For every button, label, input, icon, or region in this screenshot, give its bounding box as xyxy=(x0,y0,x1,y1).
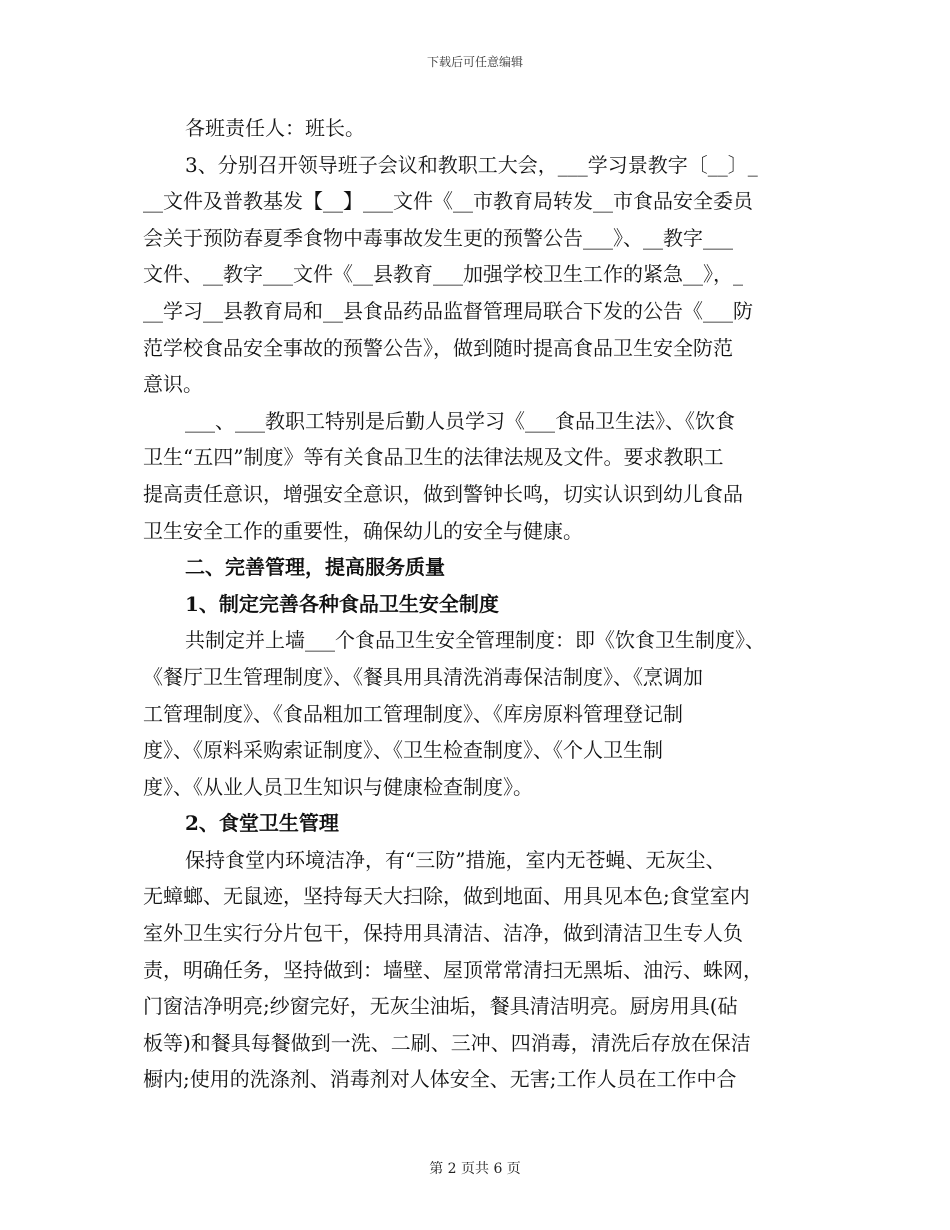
text-line: 提高责任意识，增强安全意识，做到警钟长鸣，切实认识到幼儿食品 xyxy=(143,481,743,506)
text-line: 卫生“五四”制度》等有关食品卫生的法律法规及文件。要求教职工 xyxy=(143,445,724,470)
section-heading: 2、食堂卫生管理 xyxy=(185,811,339,836)
text-line: 度》、《原料采购索证制度》、《卫生检查制度》、《个人卫生制 xyxy=(143,738,663,763)
text-line: 室外卫生实行分片包干，保持用具清洁、洁净，做到清洁卫生专人负 xyxy=(143,921,743,946)
text-line: 工管理制度》、《食品粗加工管理制度》、《库房原料管理登记制 xyxy=(143,701,683,726)
text-line: 文件、__教字___文件《__县教育___加强学校卫生工作的紧急__》，_ xyxy=(143,262,743,287)
text-line: ___、___教职工特别是后勤人员学习《___食品卫生法》、《饮食 xyxy=(185,408,735,433)
text-line: 共制定并上墙___个食品卫生安全管理制度：即《饮食卫生制度》、 xyxy=(185,628,765,653)
text-line: 3、分别召开领导班子会议和教职工大会，___学习景教字〔__〕_ xyxy=(185,152,758,177)
text-line: 《餐厅卫生管理制度》、《餐具用具清洗消毒保洁制度》、《烹调加 xyxy=(143,664,703,689)
text-line: 意识。 xyxy=(143,372,203,397)
text-line: 各班责任人：班长。 xyxy=(185,116,365,140)
text-line: 无蟑螂、无鼠迹，坚持每天大扫除，做到地面、用具见本色;食堂室内 xyxy=(143,884,750,909)
text-line: __学习__县教育局和__县食品药品监督管理局联合下发的公告《___防 xyxy=(143,298,753,323)
page-header: 下载后可任意编辑 xyxy=(426,55,523,69)
text-line: 门窗洁净明亮;纱窗完好，无灰尘油垢，餐具清洁明亮。厨房用具(砧 xyxy=(143,994,738,1019)
text-line: 卫生安全工作的重要性，确保幼儿的安全与健康。 xyxy=(143,518,583,543)
document-body xyxy=(143,110,828,1098)
page-footer: 第 2 页共 6 页 xyxy=(429,1161,521,1177)
text-line: 橱内;使用的洗涤剂、消毒剂对人体安全、无害;工作人员在工作中合 xyxy=(143,1067,737,1092)
text-line: 板等)和餐具每餐做到一洗、二刷、三冲、四消毒，清洗后存放在保洁 xyxy=(143,1030,751,1055)
section-heading: 二、完善管理，提高服务质量 xyxy=(185,555,445,580)
text-line: 责，明确任务，坚持做到：墙壁、屋顶常常清扫无黑垢、油污、蛛网， xyxy=(143,957,763,982)
text-line: 保持食堂内环境洁净，有“三防”措施，室内无苍蝇、无灰尘、 xyxy=(185,847,726,872)
text-line: __文件及普教基发【__】___文件《__市教育局转发__市食品安全委员 xyxy=(143,189,753,214)
text-line: 会关于预防春夏季食物中毒事故发生更的预警公告___》、__教字___ xyxy=(143,225,733,250)
section-heading: 1、制定完善各种食品卫生安全制度 xyxy=(185,591,499,616)
text-line: 范学校食品安全事故的预警公告》，做到随时提高食品卫生安全防范 xyxy=(143,335,733,360)
text-line: 度》、《从业人员卫生知识与健康检查制度》。 xyxy=(143,774,533,799)
